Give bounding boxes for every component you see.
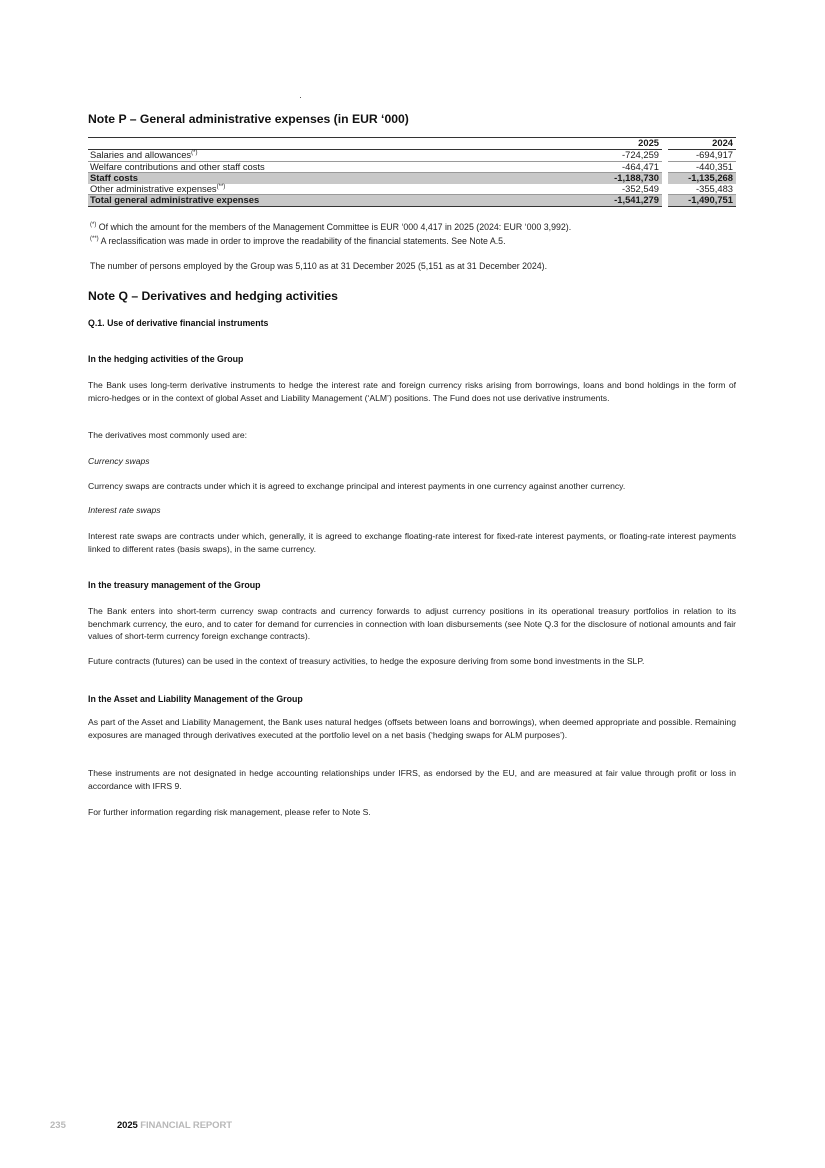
alm-paragraph-1: As part of the Asset and Liability Management, the Bank uses natural hedges (offsets between loans and borrowings), when deemed appropriate and possible. Remaining exposures are managed through derivatives executed at the portfolio level on a net basis (‘hedging swaps for ALM purposes’). [88, 717, 736, 740]
row-label: Welfare contributions and other staff costs [90, 160, 265, 172]
currency-swaps-title: Currency swaps [88, 456, 150, 466]
alm-paragraph-2: These instruments are not designated in hedge accounting relationships under IFRS, as endorsed by the EU, and are measured at fair value through profit or loss in accordance with IFRS 9. [88, 768, 736, 791]
footnote-1-text: Of which the amount for the members of the Management Committee is EUR ‘000 4,417 in 2025 (2024: EUR ‘000 3,992). [98, 222, 572, 232]
alm-heading: In the Asset and Liability Management of the Group [88, 694, 303, 704]
footnote-2-text: A reclassification was made in order to improve the readability of the financial statements. See Note A.5. [100, 236, 506, 246]
table-header-label [88, 138, 586, 150]
irs-text: Interest rate swaps are contracts under which, generally, it is agreed to exchange floating-rate interest for fixed-rate interest payments, or floating-rate interest payments linked to different rates (basis swaps), in the same currency. [88, 531, 736, 554]
treasury-heading: In the treasury management of the Group [88, 580, 261, 590]
currency-swaps-text: Currency swaps are contracts under which it is agreed to exchange principal and interest payments in one currency against another currency. [88, 481, 626, 491]
footnote-1 [90, 222, 571, 232]
hedging-paragraph: The Bank uses long-term derivative instruments to hedge the interest rate and foreign currency risks arising from borrowings, loans and bond holdings in the form of micro-hedges or in the context of global Asset and Liability Management (‘ALM’) positions. The Fund does not use derivative instruments. [88, 380, 736, 403]
footnote-1-mark: (*) [90, 222, 97, 229]
row-value-2024: -440,351 [668, 161, 736, 173]
employees-text: The number of persons employed by the Group was 5,110 as at 31 December 2025 (5,151 as at 31 December 2024). [90, 261, 548, 271]
note-p-title: Note P – General administrative expenses (in EUR ‘000) [88, 112, 409, 126]
table-header-row [88, 138, 736, 150]
table-header-2025: 2025 [586, 138, 662, 150]
footnote-2-mark: (**) [90, 236, 99, 243]
footer-report-label: FINANCIAL REPORT [140, 1120, 232, 1131]
irs-title: Interest rate swaps [88, 505, 161, 515]
row-footnote-mark: (*) [191, 149, 198, 156]
treasury-paragraph-1: The Bank enters into short-term currency swap contracts and currency forwards to adjust currency positions in its operational treasury portfolios in relation to its benchmark currency, the euro, and to cater for demand for currencies in connection with loan disbursements (see Note Q.3 for the disclosure of notional amounts and fair values of short-term currency foreign exchange contracts). [88, 606, 736, 642]
admin-expenses-table [88, 137, 736, 207]
footnote-2 [90, 236, 506, 246]
row-value-2025: -352,549 [586, 184, 662, 195]
row-value-2024: -355,483 [668, 184, 736, 195]
table-row [88, 161, 736, 173]
row-label: Salaries and allowances [90, 149, 192, 160]
q1-title: Q.1. Use of derivative financial instruments [88, 318, 269, 328]
table-total-row [88, 195, 736, 207]
row-value-2025: -1,541,279 [586, 195, 662, 207]
treasury-paragraph-2: Future contracts (futures) can be used in the context of treasury activities, to hedge the exposure deriving from some bond investments in the SLP. [88, 656, 645, 666]
row-label: Staff costs [88, 173, 586, 184]
row-value-2025: -1,188,730 [586, 173, 662, 184]
footer-year: 2025 [117, 1120, 138, 1131]
row-value-2024: -1,135,268 [668, 173, 736, 184]
common-used-text: The derivatives most commonly used are: [88, 430, 248, 440]
row-label: Other administrative expenses [90, 182, 217, 194]
alm-paragraph-3: For further information regarding risk management, please refer to Note S. [88, 807, 371, 817]
note-q-title: Note Q – Derivatives and hedging activities [88, 289, 338, 303]
row-value-2025: -724,259 [586, 150, 662, 162]
table-row [88, 184, 736, 195]
row-footnote-mark: (**) [216, 183, 226, 190]
row-value-2025: -464,471 [586, 161, 662, 173]
page-number: 235 [50, 1120, 66, 1131]
row-value-2024: -1,490,751 [668, 195, 736, 207]
row-label: Total general administrative expenses [88, 195, 586, 207]
hedging-heading: In the hedging activities of the Group [88, 354, 244, 364]
table-row [88, 150, 736, 162]
row-value-2024: -694,917 [668, 150, 736, 162]
table-header-2024: 2024 [668, 138, 736, 150]
stray-dot [300, 97, 301, 98]
footer-title [117, 1120, 232, 1131]
